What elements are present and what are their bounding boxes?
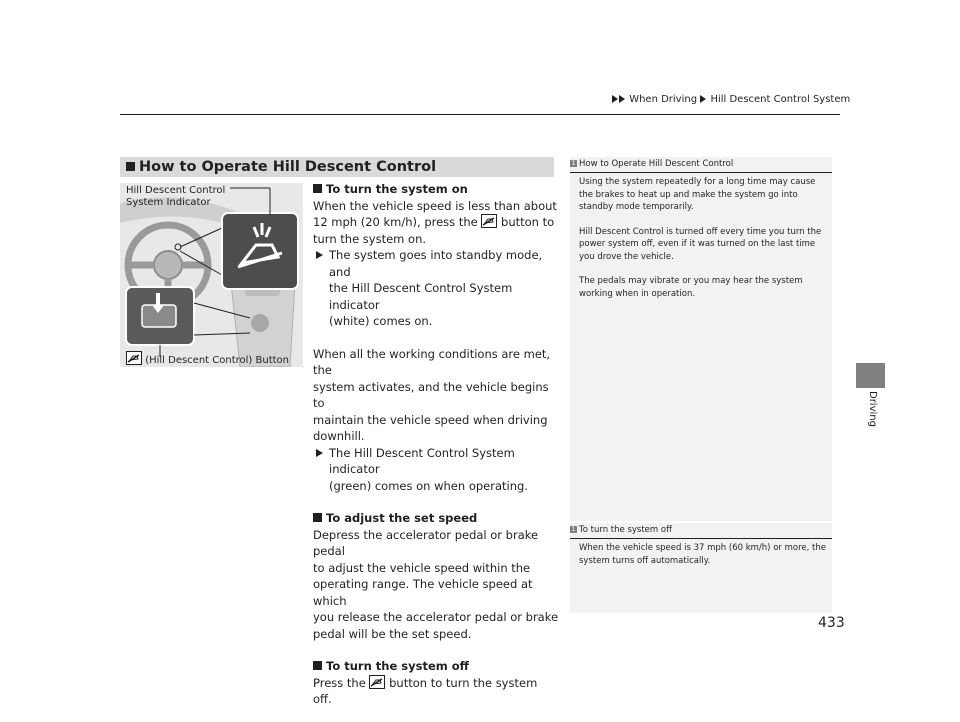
hill-descent-icon bbox=[369, 675, 385, 689]
page-number: 433 bbox=[818, 615, 845, 631]
header-rule bbox=[120, 114, 840, 115]
hill-descent-icon bbox=[126, 351, 142, 365]
section-title: How to Operate Hill Descent Control bbox=[120, 157, 554, 177]
dashboard-illustration-icon bbox=[120, 183, 303, 367]
result-arrow-icon bbox=[316, 251, 323, 259]
dashboard-figure bbox=[120, 183, 303, 367]
turn-off-heading: To turn the system off bbox=[313, 658, 559, 675]
breadcrumb-arrow-icon bbox=[619, 95, 625, 103]
chapter-tab-label[interactable]: Driving bbox=[867, 391, 878, 427]
figure-label-button: (Hill Descent Control) Button bbox=[126, 351, 289, 367]
square-bullet-icon bbox=[126, 162, 135, 171]
note-turn-off: 1 To turn the system off When the vehicle speed is 37 mph (60 km/h) or more, the system turns off automatically. bbox=[570, 523, 832, 613]
working-result: The Hill Descent Control System indicator (green) comes on when operating. bbox=[313, 445, 559, 495]
breadcrumb-arrow-icon bbox=[700, 95, 706, 103]
breadcrumb bbox=[612, 94, 851, 105]
turn-on-heading: To turn the system on bbox=[313, 181, 559, 198]
breadcrumb-item-hill-descent[interactable]: Hill Descent Control System bbox=[710, 94, 851, 105]
reference-marker-icon: 1 bbox=[571, 160, 576, 167]
figure-label-indicator: Hill Descent Control System Indicator bbox=[126, 185, 226, 208]
reference-marker-icon: 1 bbox=[571, 526, 576, 533]
turn-on-result: The system goes into standby mode, and the Hill Descent Control System indicator (white) comes on. bbox=[313, 247, 559, 330]
main-content: To turn the system on When the vehicle speed is less than about 12 mph (20 km/h), press the button to turn the system on. The system goes into standby mode, and the Hill Descent Control System indicator (white) comes on. When all the working conditions are met, the system activates, and the vehicle begins to maintain the vehicle speed when driving downhill. The Hill Descent Control System indicator (green) comes on when operating. To adjust the set speed Depress the accelerator pedal or brake pedal to adjust the vehicle speed within the operating range. The vehicle speed at which you release the accelerator pedal or brake pedal will be the set speed. To turn the system off Press the button to turn the system off. bbox=[313, 182, 559, 706]
adjust-heading: To adjust the set speed bbox=[313, 510, 559, 527]
note-how-to-operate: 1 How to Operate Hill Descent Control Using the system repeatedly for a long time may cause the brakes to heat up and make the system go into standby mode temporarily. Hill Descent Control is turned off every time you turn the power system off, even if it was turned on the last time you drove the vehicle. The pedals may vibrate or you may hear the system working when in operation. bbox=[570, 157, 832, 521]
hill-descent-icon bbox=[481, 214, 497, 228]
square-bullet-icon bbox=[313, 513, 322, 522]
square-bullet-icon bbox=[313, 184, 322, 193]
breadcrumb-item-when-driving[interactable]: When Driving bbox=[629, 94, 698, 105]
breadcrumb-arrow-icon bbox=[612, 95, 618, 103]
result-arrow-icon bbox=[316, 449, 323, 457]
square-bullet-icon bbox=[313, 661, 322, 670]
